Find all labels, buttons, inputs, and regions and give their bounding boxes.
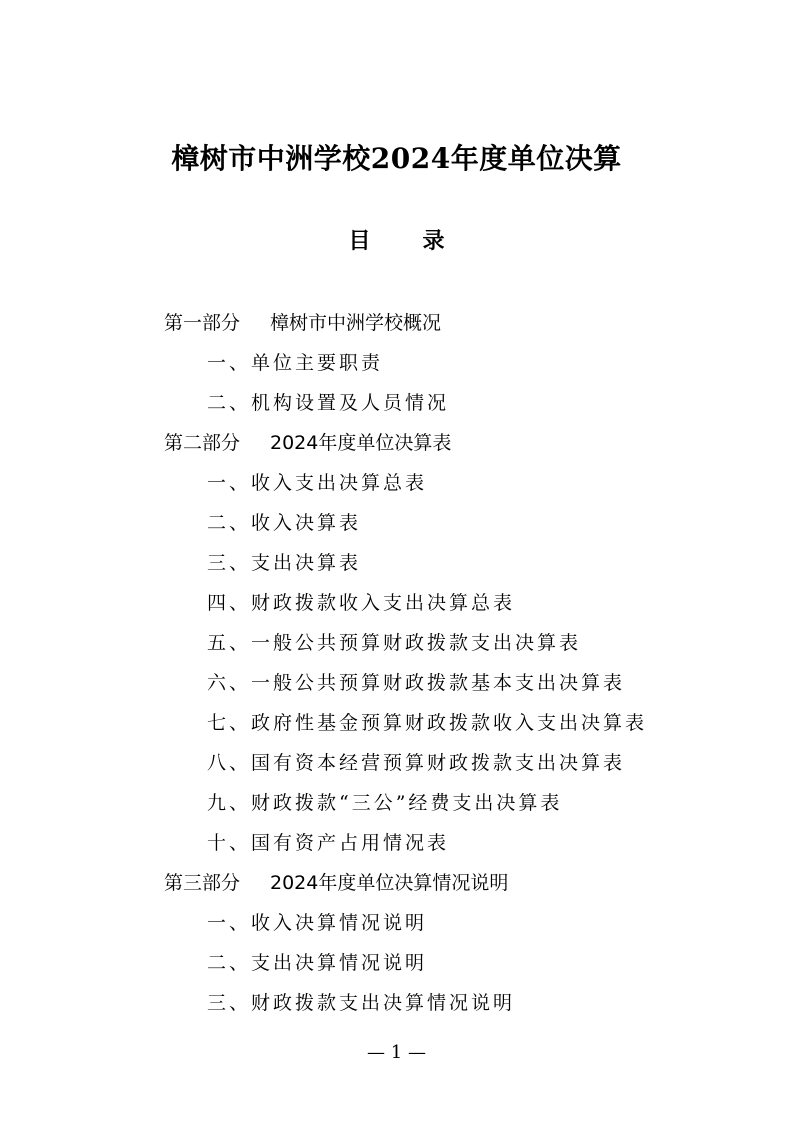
toc-part-number: 第三部分 xyxy=(164,872,241,894)
toc-part-1[interactable] xyxy=(0,303,793,343)
toc-part-3[interactable] xyxy=(0,863,793,903)
toc-item[interactable]: 九、财政拨款“三公”经费支出决算表 xyxy=(207,792,563,814)
toc-item[interactable]: 六、一般公共预算财政拨款基本支出决算表 xyxy=(207,672,626,694)
toc-part-title: 2024年度单位决算表 xyxy=(270,432,452,454)
toc-item[interactable]: 八、国有资本经营预算财政拨款支出决算表 xyxy=(207,752,626,774)
toc-item[interactable]: 七、政府性基金预算财政拨款收入支出决算表 xyxy=(207,712,648,734)
toc-item[interactable]: 一、收入决算情况说明 xyxy=(207,912,428,934)
toc-item[interactable]: 二、收入决算表 xyxy=(207,512,362,534)
toc-item[interactable]: 三、支出决算表 xyxy=(207,552,362,574)
toc-heading xyxy=(0,222,793,262)
toc-item[interactable]: 五、一般公共预算财政拨款支出决算表 xyxy=(207,632,582,654)
toc-part-number: 第一部分 xyxy=(164,312,241,334)
toc-item[interactable]: 二、支出决算情况说明 xyxy=(207,952,428,974)
toc-item[interactable]: 三、财政拨款支出决算情况说明 xyxy=(207,992,516,1014)
toc-part-2[interactable] xyxy=(0,423,793,463)
toc-part-title: 樟树市中洲学校概况 xyxy=(270,312,442,334)
toc-heading-char-2: 录 xyxy=(422,229,445,254)
toc-item[interactable]: 二、机构设置及人员情况 xyxy=(207,392,450,414)
page-number: — 1 — xyxy=(367,1042,426,1063)
toc-part-number: 第二部分 xyxy=(164,432,241,454)
toc-item[interactable]: 一、单位主要职责 xyxy=(207,352,384,374)
toc-heading-char-1: 目 xyxy=(348,229,371,254)
toc-item[interactable]: 四、财政拨款收入支出决算总表 xyxy=(207,592,516,614)
table-of-contents xyxy=(0,303,793,1023)
toc-item[interactable]: 一、收入支出决算总表 xyxy=(207,472,428,494)
toc-item[interactable]: 十、国有资产占用情况表 xyxy=(207,832,450,854)
toc-part-title: 2024年度单位决算情况说明 xyxy=(270,872,509,894)
document-title: 樟树市中洲学校2024年度单位决算 xyxy=(171,142,622,175)
